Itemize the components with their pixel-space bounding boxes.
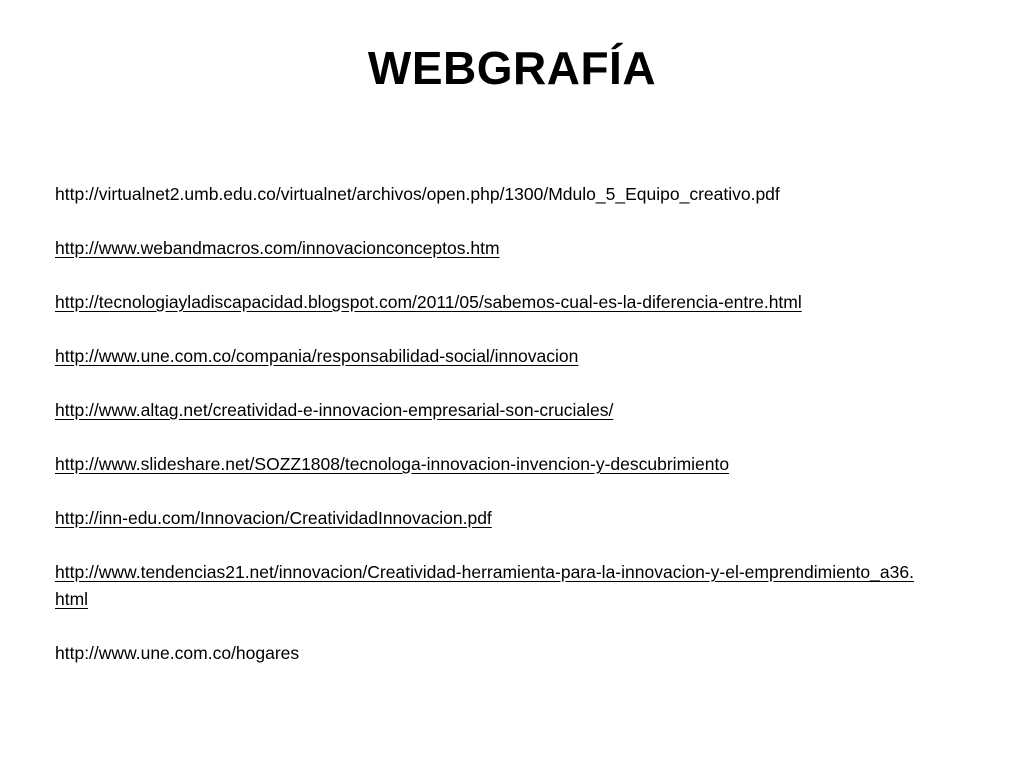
reference-link-une-hogares[interactable]: http://www.une.com.co/hogares [55,643,300,663]
reference-link-une-innovacion[interactable]: http://www.une.com.co/compania/responsabilidad-social/innovacion [55,346,579,366]
reference-list [55,181,985,694]
reference-link-slideshare[interactable]: http://www.slideshare.net/SOZZ1808/tecnologa-innovacion-invencion-y-descubrimiento [55,454,730,474]
reference-item [55,505,985,532]
reference-item [55,181,985,208]
reference-item [55,397,985,424]
reference-item [55,451,985,478]
reference-link-tecnologiayladiscapacidad[interactable]: http://tecnologiayladiscapacidad.blogspot.com/2011/05/sabemos-cual-es-la-diferencia-entre.html [55,292,802,312]
reference-item [55,343,985,370]
reference-link-inn-edu[interactable]: http://inn-edu.com/Innovacion/CreatividadInnovacion.pdf [55,508,492,528]
reference-link-altag[interactable]: http://www.altag.net/creatividad-e-innovacion-empresarial-son-cruciales/ [55,400,614,420]
reference-item [55,289,985,316]
reference-link-umb[interactable]: http://virtualnet2.umb.edu.co/virtualnet/archivos/open.php/1300/Mdulo_5_Equipo_creativo.pdf [55,184,780,204]
slide-title: WEBGRAFÍA [367,42,657,94]
reference-item [55,640,985,667]
reference-link-webandmacros[interactable]: http://www.webandmacros.com/innovacionconceptos.htm [55,238,500,258]
reference-item [55,235,985,262]
reference-item [55,559,915,613]
reference-link-tendencias21[interactable]: http://www.tendencias21.net/innovacion/Creatividad-herramienta-para-la-innovacion-y-el-emprendimiento_a36.html [55,562,914,609]
